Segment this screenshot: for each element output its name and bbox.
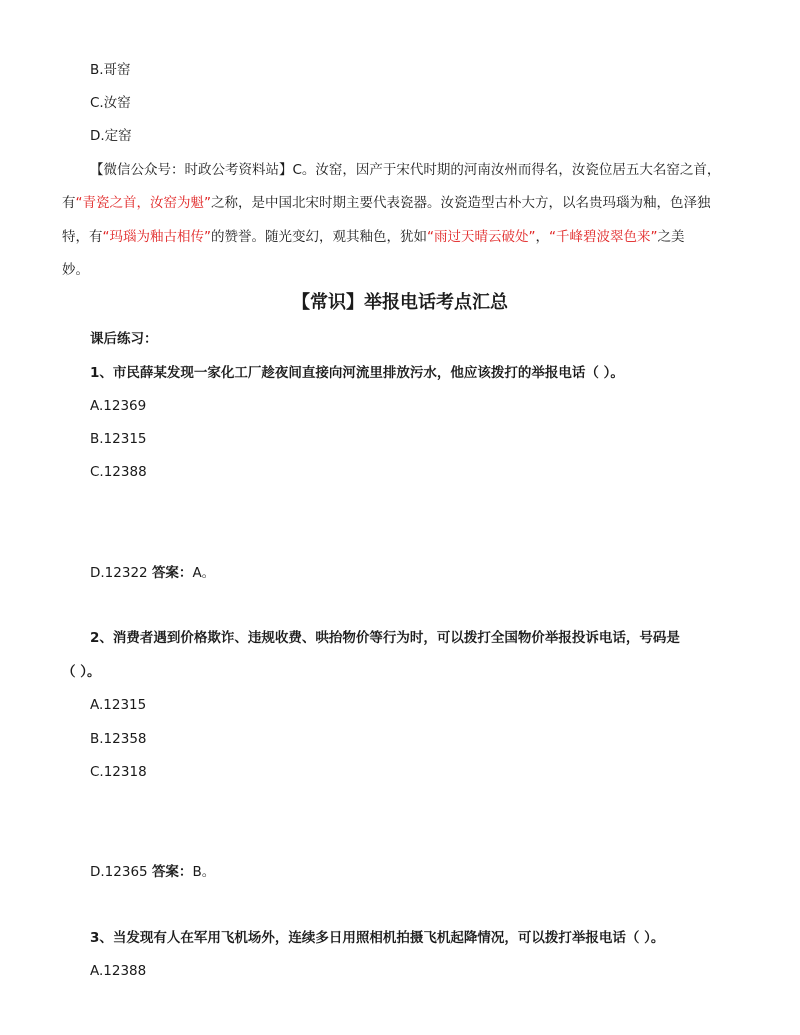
quote-4: “千峰碧波翠色来” xyxy=(549,229,658,245)
q1-option-b: B.12315 xyxy=(90,431,147,447)
quote-2: “玛瑙为釉古相传” xyxy=(102,229,211,245)
quote-3: “雨过天晴云破处” xyxy=(427,229,536,245)
question-2-stem-a: 2、消费者遇到价格欺诈、违规收费、哄抬物价等行为时，可以拨打全国物价举报投诉电话，号码是 xyxy=(90,630,680,646)
q2-option-c: C.12318 xyxy=(90,764,147,780)
explanation-line-1: 【微信公众号：时政公考资料站】C。汝窑，因产于宋代时期的河南汝州而得名，汝瓷位居五大名窑之首， xyxy=(90,162,721,178)
q2-option-b: B.12358 xyxy=(90,731,147,747)
section-title: 【常识】举报电话考点汇总 xyxy=(292,292,508,313)
q2-option-d: D.12365 xyxy=(90,864,148,880)
answer-label: 答案： xyxy=(151,565,193,581)
explanation-line-4: 妙。 xyxy=(62,262,89,278)
q1-option-a: A.12369 xyxy=(90,398,147,414)
quote-1: “青瓷之首，汝窑为魁” xyxy=(75,195,211,211)
q2-option-d-answer xyxy=(90,863,215,881)
text-span: 有 xyxy=(62,195,76,211)
q1-option-d: D.12322 xyxy=(90,565,148,581)
text-span: 特，有 xyxy=(62,229,103,245)
option-c: C.汝窑 xyxy=(90,95,131,111)
option-b: B.哥窑 xyxy=(90,62,131,78)
answer-value: B。 xyxy=(192,864,216,880)
question-1-stem: 1、市民薛某发现一家化工厂趁夜间直接向河流里排放污水，他应该拨打的举报电话（ ）。 xyxy=(90,365,624,381)
option-d: D.定窑 xyxy=(90,128,132,144)
explanation-line-2 xyxy=(62,194,711,212)
explanation-line-3 xyxy=(62,228,685,246)
answer-value: A。 xyxy=(192,565,216,581)
text-span: 的赞誉。随光变幻，观其釉色，犹如 xyxy=(211,229,427,245)
text-span: ， xyxy=(535,229,549,245)
q2-option-a: A.12315 xyxy=(90,697,147,713)
question-2-stem-b: （ ）。 xyxy=(62,664,101,680)
text-span: 之美 xyxy=(657,229,685,245)
text-span: 之称，是中国北宋时期主要代表瓷器。汝瓷造型古朴大方，以名贵玛瑙为釉，色泽独 xyxy=(211,195,711,211)
practice-label: 课后练习： xyxy=(90,331,158,347)
q1-option-c: C.12388 xyxy=(90,464,147,480)
q1-option-d-answer xyxy=(90,564,215,582)
q3-option-a: A.12388 xyxy=(90,963,147,979)
answer-label: 答案： xyxy=(151,864,193,880)
question-3-stem: 3、当发现有人在军用飞机场外，连续多日用照相机拍摄飞机起降情况，可以拨打举报电话（ ）。 xyxy=(90,930,665,946)
